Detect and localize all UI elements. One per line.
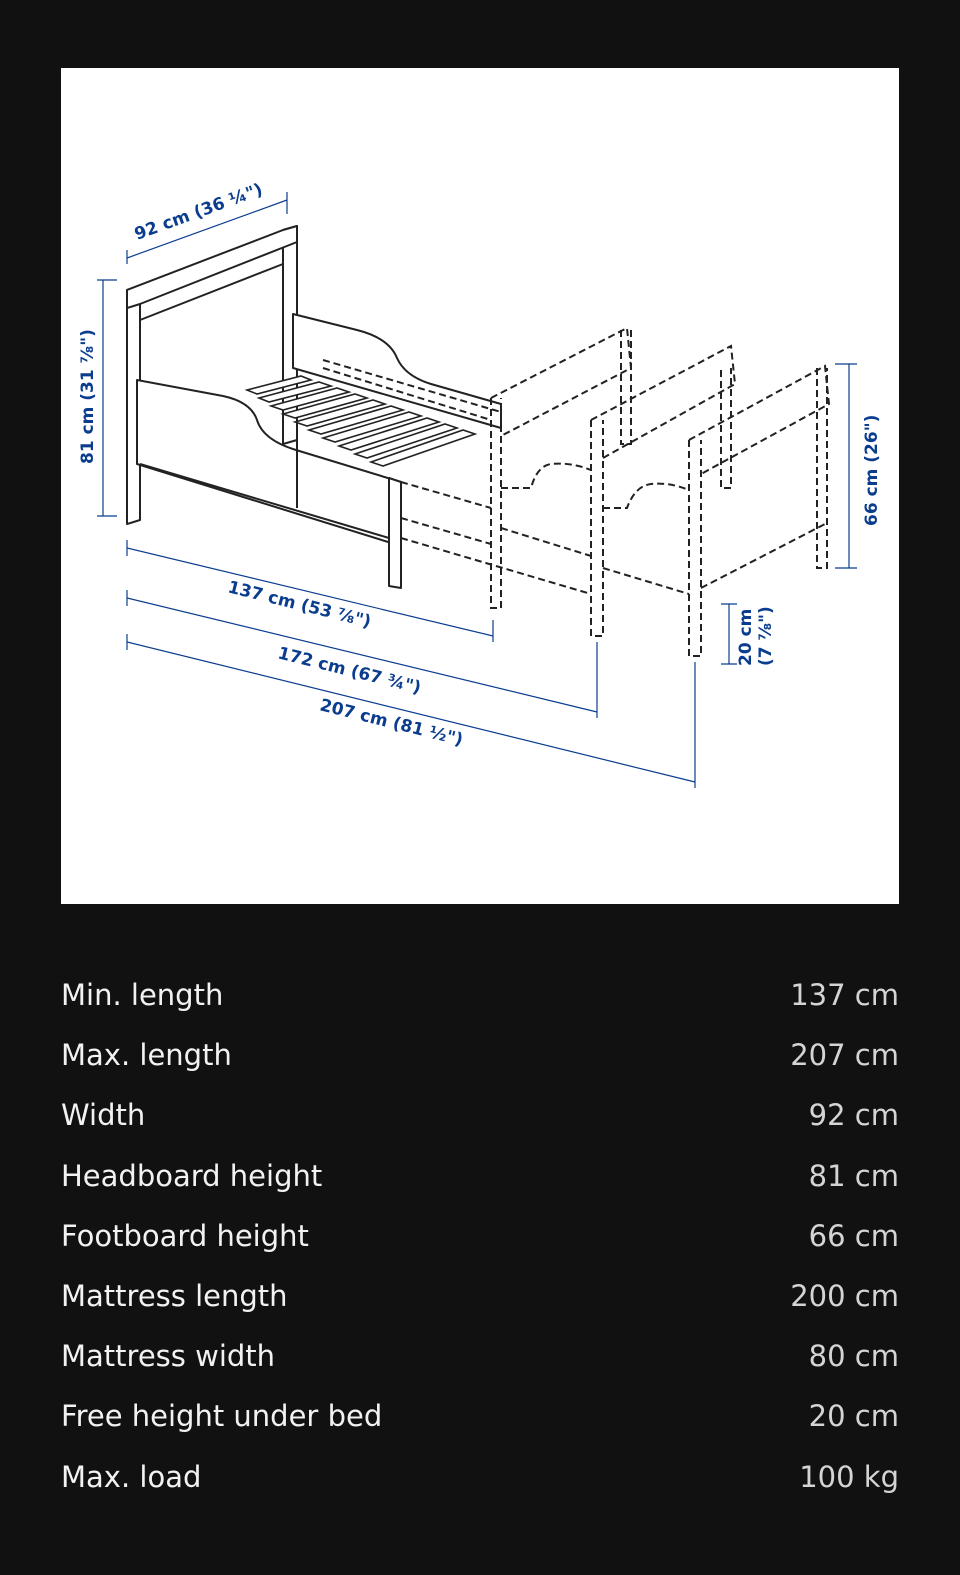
spec-list bbox=[61, 965, 899, 1507]
dim-width-label: 92 cm (36 ¼") bbox=[131, 179, 266, 245]
spec-row bbox=[61, 1386, 899, 1446]
spec-label: Width bbox=[61, 1098, 146, 1133]
spec-value: 100 kg bbox=[799, 1459, 899, 1494]
spec-label: Mattress width bbox=[61, 1339, 276, 1374]
dim-clearance-in-label: (7 ⅞") bbox=[756, 606, 776, 666]
dim-headboard-height-label: 81 cm (31 ⅞") bbox=[78, 329, 98, 464]
spec-label: Headboard height bbox=[61, 1158, 323, 1193]
spec-label: Max. load bbox=[61, 1459, 202, 1494]
spec-row bbox=[61, 1025, 899, 1085]
spec-value: 200 cm bbox=[790, 1279, 899, 1314]
spec-value: 207 cm bbox=[790, 1038, 899, 1073]
spec-value: 80 cm bbox=[808, 1339, 899, 1374]
spec-row bbox=[61, 1447, 899, 1507]
spec-value: 20 cm bbox=[808, 1399, 899, 1434]
spec-row bbox=[61, 1085, 899, 1145]
spec-value: 81 cm bbox=[808, 1158, 899, 1193]
spec-label: Mattress length bbox=[61, 1279, 288, 1314]
dim-clearance bbox=[721, 604, 776, 666]
spec-row bbox=[61, 1206, 899, 1266]
spec-label: Min. length bbox=[61, 978, 224, 1013]
spec-value: 137 cm bbox=[790, 978, 899, 1013]
bed-line-drawing bbox=[61, 68, 899, 904]
spec-label: Footboard height bbox=[61, 1218, 309, 1253]
spec-value: 92 cm bbox=[808, 1098, 899, 1133]
spec-row bbox=[61, 1146, 899, 1206]
dim-length-max bbox=[127, 634, 695, 788]
spec-value: 66 cm bbox=[808, 1218, 899, 1253]
dim-length-mid-label: 172 cm (67 ¾") bbox=[275, 643, 423, 699]
footboard-leg-near bbox=[389, 478, 401, 588]
dim-length-min-label: 137 cm (53 ⅞") bbox=[225, 577, 373, 633]
spec-row bbox=[61, 965, 899, 1025]
dim-length-min bbox=[127, 540, 493, 642]
spec-row bbox=[61, 1266, 899, 1326]
dim-clearance-cm-label: 20 cm bbox=[736, 608, 756, 666]
spec-label: Free height under bed bbox=[61, 1399, 383, 1434]
dim-length-max-label: 207 cm (81 ½") bbox=[317, 695, 465, 751]
dim-footboard-height bbox=[835, 364, 882, 568]
bed-dimension-diagram bbox=[61, 68, 899, 904]
spec-row bbox=[61, 1326, 899, 1386]
spec-label: Max. length bbox=[61, 1038, 232, 1073]
dim-headboard-height bbox=[78, 280, 117, 516]
dim-footboard-height-label: 66 cm (26") bbox=[862, 414, 882, 526]
